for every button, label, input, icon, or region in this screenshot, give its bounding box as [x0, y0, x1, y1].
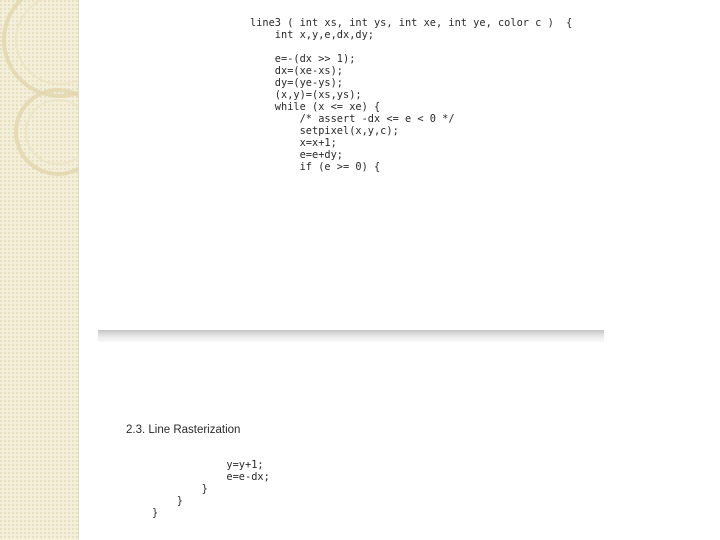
page-divider [98, 330, 604, 342]
code-line: if (e >= 0) { [250, 161, 381, 173]
code-block-top [250, 17, 572, 173]
code-line: (x,y)=(xs,ys); [250, 89, 362, 101]
code-line: } [152, 483, 208, 495]
code-line: line3 ( int xs, int ys, int xe, int ye, color c ) { [250, 17, 573, 29]
code-line: } [152, 495, 183, 507]
section-heading: 2.3. Line Rasterization [126, 424, 241, 436]
code-line: dy=(ye-ys); [250, 77, 343, 89]
code-line: y=y+1; [152, 459, 264, 471]
code-line: /* assert -dx <= e < 0 */ [250, 113, 455, 125]
decorative-side-band [0, 0, 79, 540]
code-block-bottom [152, 459, 270, 519]
code-line [250, 41, 572, 53]
code-line: e=e-dx; [152, 471, 270, 483]
decorative-rings-icon [0, 0, 78, 540]
code-line: while (x <= xe) { [250, 101, 381, 113]
code-line: } [152, 507, 159, 519]
code-line: e=e+dy; [250, 149, 343, 161]
code-line: setpixel(x,y,c); [250, 125, 399, 137]
code-line: x=x+1; [250, 137, 337, 149]
code-line: int x,y,e,dx,dy; [250, 29, 374, 41]
code-line: e=-(dx >> 1); [250, 53, 356, 65]
code-line: dx=(xe-xs); [250, 65, 343, 77]
